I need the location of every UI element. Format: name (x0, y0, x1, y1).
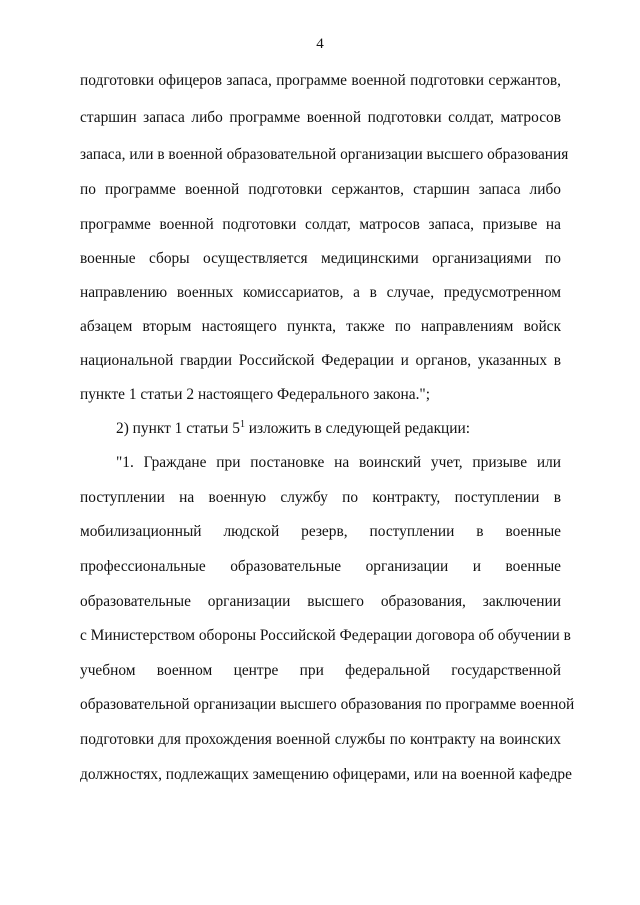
paragraph-line: "1. Граждане при постановке на воинский учет, призыве или (116, 454, 561, 471)
paragraph-line: образовательной организации высшего образования по программе военной (80, 696, 575, 713)
paragraph-line: военные сборы осуществляется медицинскими организациями по (80, 250, 561, 267)
paragraph-line: образовательные организации высшего образования, заключении (80, 593, 561, 610)
paragraph-line: мобилизационный людской резерв, поступлении в военные (80, 523, 561, 540)
paragraph-line: должностях, подлежащих замещению офицерами, или на военной кафедре (80, 766, 572, 783)
paragraph-line: направлению военных комиссариатов, а в случае, предусмотренном (80, 284, 561, 301)
paragraph-line: национальной гвардии Российской Федерации и органов, указанных в (80, 352, 561, 369)
paragraph-line: старшин запаса либо программе военной подготовки солдат, матросов (80, 109, 561, 126)
page-number: 4 (316, 36, 324, 52)
paragraph-line: запаса, или в военной образовательной организации высшего образования (80, 146, 569, 163)
paragraph-line: программе военной подготовки солдат, матросов запаса, призыве на (80, 216, 561, 233)
paragraph-line: подготовки для прохождения военной службы по контракту на воинских (80, 731, 561, 748)
paragraph-line: поступлении на военную службу по контракту, поступлении в (80, 489, 561, 506)
amendment-item-2 (116, 419, 561, 441)
paragraph-line: абзацем вторым настоящего пункта, также по направлениям войск (80, 318, 561, 335)
paragraph-line: с Министерством обороны Российской Федерации договора об обучении в (80, 627, 571, 644)
paragraph-line: подготовки офицеров запаса, программе военной подготовки сержантов, (80, 72, 561, 89)
paragraph-line: пункте 1 статьи 2 настоящего Федерального закона."; (80, 386, 430, 403)
paragraph-line: учебном военном центре при федеральной государственной (80, 662, 561, 679)
paragraph-line: профессиональные образовательные организации и военные (80, 558, 561, 575)
paragraph-line: по программе военной подготовки сержантов, старшин запаса либо (80, 181, 561, 198)
amendment-text-end: изложить в следующей редакции: (244, 420, 471, 437)
amendment-text-start: 2) пункт 1 статьи 5 (116, 420, 240, 437)
superscript-index: 1 (239, 419, 245, 430)
